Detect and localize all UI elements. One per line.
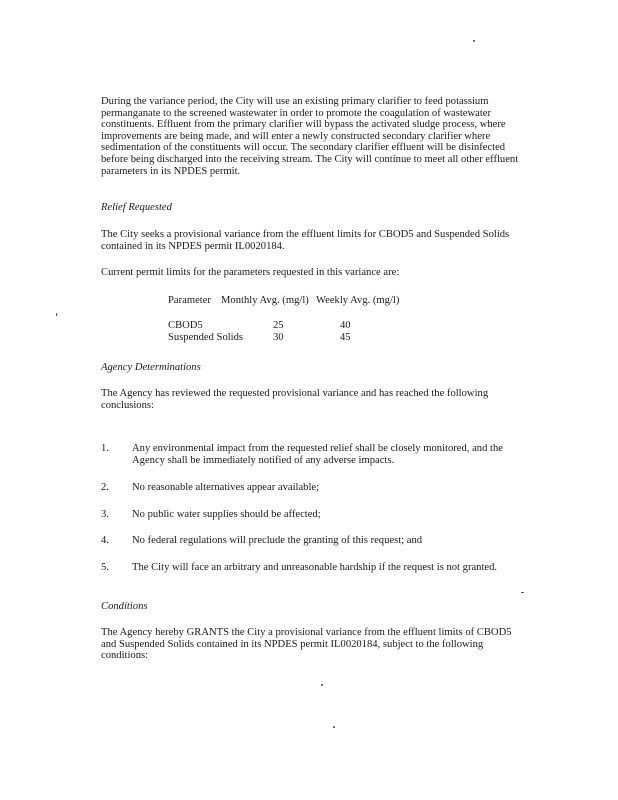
scan-speck bbox=[321, 684, 323, 686]
list-item: No public water supplies should be affected; bbox=[132, 509, 321, 520]
table-cell-weekly: 40 bbox=[340, 320, 351, 331]
list-item-number: 5. bbox=[101, 562, 109, 573]
scan-speck bbox=[473, 40, 475, 42]
table-cell-monthly: 30 bbox=[273, 332, 284, 343]
conditions-heading: Conditions bbox=[101, 601, 148, 612]
table-cell-parameter: CBOD5 bbox=[168, 320, 203, 331]
intro-paragraph: During the variance period, the City will use an existing primary clarifier to feed potassium permanganate to the screened wastewater in order to promote the coagulation of wastewater constituents. Effluent from the primary clarifier will bypass the activated sludge process, where improvements are being made, and will enter a newly constructed secondary clarifier where sedimentation of the constituents will occur. The secondary clarifier effluent will be disinfected before being discharged into the receiving stream. The City will continue to meet all other effluent parameters in its NPDES permit. bbox=[101, 96, 519, 177]
list-item-number: 4. bbox=[101, 535, 109, 546]
scan-speck bbox=[521, 592, 524, 593]
table-header-parameter: Parameter bbox=[168, 295, 211, 306]
list-item: No reasonable alternatives appear available; bbox=[132, 482, 320, 493]
relief-requested-heading: Relief Requested bbox=[101, 202, 172, 213]
table-header-weekly: Weekly Avg. (mg/l) bbox=[316, 295, 400, 306]
list-item-number: 1. bbox=[101, 443, 109, 454]
list-item-number: 3. bbox=[101, 509, 109, 520]
table-cell-monthly: 25 bbox=[273, 320, 284, 331]
table-header-monthly: Monthly Avg. (mg/l) bbox=[221, 295, 309, 306]
table-cell-weekly: 45 bbox=[340, 332, 351, 343]
permit-limits-intro: Current permit limits for the parameters requested in this variance are: bbox=[101, 267, 400, 278]
list-item-number: 2. bbox=[101, 482, 109, 493]
relief-paragraph: The City seeks a provisional variance from the effluent limits for CBOD5 and Suspended Solids contained in its NPDES permit IL0020184. bbox=[101, 229, 510, 252]
list-item: Any environmental impact from the requested relief shall be closely monitored, and the Agency shall be immediately notified of any adverse impacts. bbox=[132, 443, 503, 466]
table-cell-parameter: Suspended Solids bbox=[168, 332, 244, 343]
list-item: The City will face an arbitrary and unreasonable hardship if the request is not granted. bbox=[132, 562, 498, 573]
scan-speck bbox=[56, 313, 57, 316]
list-item: No federal regulations will preclude the granting of this request; and bbox=[132, 535, 423, 546]
scan-speck bbox=[333, 726, 335, 728]
conditions-paragraph: The Agency hereby GRANTS the City a provisional variance from the effluent limits of CBOD5 and Suspended Solids contained in its NPDES permit IL0020184, subject to the following conditions: bbox=[101, 627, 512, 662]
determinations-intro: The Agency has reviewed the requested provisional variance and has reached the following conclusions: bbox=[101, 388, 489, 411]
agency-determinations-heading: Agency Determinations bbox=[101, 362, 201, 373]
